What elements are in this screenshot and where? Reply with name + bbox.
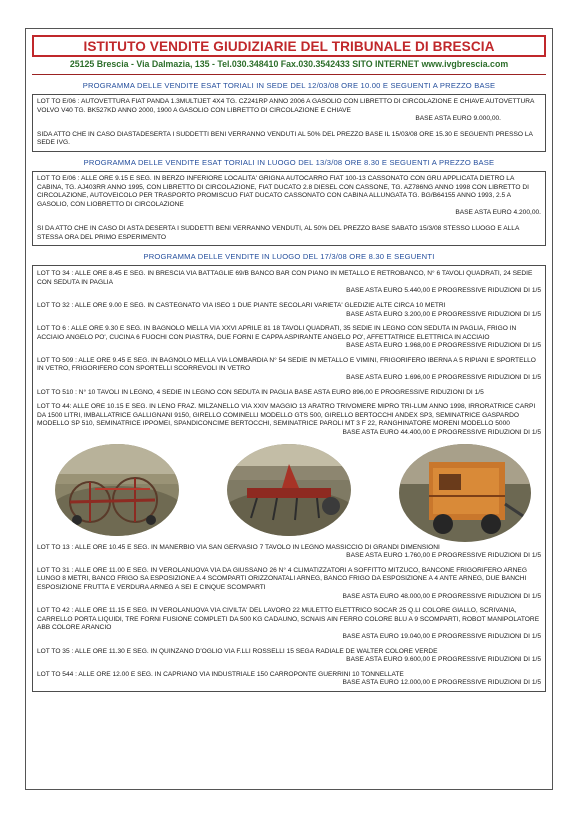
lot-description: LOT TO E/06 : ALLE ORE 9.15 E SEG. IN BERZO INFERIORE LOCALITA' GRIGNA AUTOCARRO FIAT 100-13 CASSONATO CON GRU APPLICATA DIETRO LA CABINA, TG. AJ403RR ANNO 1995, CON LIBRETTO DI CIRCOLAZIONE, FIAT DUCATO 2.8 DIESEL CON CASSONE, TG. AZ786NG ANNO 1998 CON LIBRETTO DI CIRCOLAZIONE, AUTOVEICOLO PER TRASPORTO PROMISCUO FIAT DUCATO CASSONATO CON CABINA ALLUNGATA TG. BG/B64155 ANNO 1993, 2.5 A GASOLIO, CON LIOBRETTO DI CIRCOLAZIONE xyxy=(37,174,529,208)
base-price: BASE ASTA EURO 5.440,00 E PROGRESSIVE RIDUZIONI DI 1/5 xyxy=(346,287,541,295)
page-title: ISTITUTO VENDITE GIUDIZIARIE DEL TRIBUNALE DI BRESCIA xyxy=(32,35,546,57)
rake-image xyxy=(55,444,179,536)
lot-box-1 xyxy=(32,94,546,152)
rake-photo xyxy=(55,444,179,536)
base-price: BASE ASTA EURO 44.400,00 E PROGRESSIVE RIDUZIONI DI 1/5 xyxy=(342,429,541,437)
lot-entry xyxy=(37,389,541,398)
lot-description: LOT TO 32 : ALLE ORE 9.00 E SEG. IN CASTEGNATO VIA ISEO 1 DUE PIANTE SECOLARI VARIETA' GLEDIZIE ALTE CIRCA 10 METRI xyxy=(37,301,446,309)
base-price: BASE ASTA EURO 9.000,00. xyxy=(415,115,501,123)
base-price: BASE ASTA EURO 9.600,00 E PROGRESSIVE RIDUZIONI DI 1/5 xyxy=(346,656,541,664)
lot-list-bottom xyxy=(37,544,541,688)
lot-entry xyxy=(37,270,541,296)
section-heading-3: PROGRAMMA DELLE VENDITE IN LUOGO DEL 17/3/08 ORE 8.30 E SEGUENTI xyxy=(143,252,435,262)
lot-description: LOT TO E/06 : AUTOVETTURA FIAT PANDA 1.3MULTIJET 4X4 TG. CZ241RP ANNO 2006 A GASOLIO CON LIBRETTO DI CIRCOLAZIONE E CHIAVE AUTOVETTURA VOLVO V40 TG. BK527KD ANNO 2000, 1900 A GASOLIO CON LIBRETTO DI CIRCOLAZIONE E CHIAVE xyxy=(37,98,534,114)
lot-description: LOT TO 44: ALLE ORE 10.15 E SEG. IN LENO FRAZ. MILZANELLO VIA XXIV MAGGIO 13 ARATRO TRIVOMERE MIPRO TRI-LUM ANNO 1998, IRRORATRICE CARPI DA 1500 LITRI, IMBALLATRICE GALLIGNANI 9150, GIRELLO COMINELLI MODELLO GTS 500, GIRELLO BERTOCCHI ANDEX SP3, SEMINATRICE GASPARDO MODELLO SP 510, SEMINATRICE IPPOMEI, SPANDICONCIME BERTOCCHI, SEMINATRICE PAROLI MT 3 F 22, RANGHINATORE MORENI MODELLO 5000 xyxy=(37,403,536,428)
plough-photo xyxy=(227,444,351,536)
lot-description: LOT TO 6 : ALLE ORE 9.30 E SEG. IN BAGNOLO MELLA VIA XXVI APRILE 81 18 TAVOLI QUADRATI, 35 SEDIE IN LEGNO CON SEDUTA IN PAGLIA, FRIGO IN ACCIAIO ANGELO PO', CUCINA 6 FUOCHI CON PIASTRA, DUE FORNI E CAPPA ASPIRANTE ANGELO PO', AFFETTATRICE ELETTRICA IN ACCIAIO xyxy=(37,325,517,341)
lot-entry xyxy=(37,567,541,601)
baler-image xyxy=(399,444,531,542)
lot-description: LOT TO 544 : ALLE ORE 12.00 E SEG. IN CAPRIANO VIA INDUSTRIALE 150 CARROPONTE GUERRINI 10 TONNELLATE xyxy=(37,670,404,678)
base-price: BASE ASTA EURO 1.760,00 E PROGRESSIVE RIDUZIONI DI 1/5 xyxy=(346,552,541,560)
lot-entry xyxy=(37,607,541,641)
lot-box-2 xyxy=(32,171,546,246)
lot-note: SI DA ATTO CHE IN CASO DI ASTA DESERTA I SUDDETTI BENI VERRANNO VENDUTI, AL 50% DEL PREZZO BASE SABATO 15/3/08 STESSO LUOGO E ALLA STESSA ORA DEL PRIMO ESPERIMENTO xyxy=(37,224,519,241)
section-heading-2: PROGRAMMA DELLE VENDITE ESAT TORIALI IN LUOGO DEL 13/3/08 ORE 8.30 E SEGUENTI A PREZZO BASE xyxy=(83,157,495,167)
lot-description: LOT TO 510 : N° 10 TAVOLI IN LEGNO, 4 SEDIE IN LEGNO CON SEDUTA IN PAGLIA BASE ASTA EURO 896,00 E PROGRESSIVE RIDUZIONI DI 1/5 xyxy=(37,388,484,396)
lot-list-top xyxy=(37,270,541,438)
lot-entry xyxy=(37,325,541,351)
lot-note: SIDA ATTO CHE IN CASO DIASTADESERTA I SUDDETTI BENI VERRANNO VENDUTI AL 50% DEL PREZZO BASE IL 15/03/08 ORE 15.30 E SEGUENTI PRESSO LA SEDE IVG. xyxy=(37,130,533,147)
base-price: BASE ASTA EURO 12.000,00 E PROGRESSIVE RIDUZIONI DI 1/5 xyxy=(342,679,541,687)
lot-entry xyxy=(37,302,541,319)
base-price: BASE ASTA EURO 1.696,00 E PROGRESSIVE RIDUZIONI DI 1/5 xyxy=(346,374,541,382)
lot-description: LOT TO 42 : ALLE ORE 11.15 E SEG. IN VEROLANUOVA VIA CIVILTA' DEL LAVORO 22 MULETTO ELETTRICO SOCAR 25 Q.LI COLORE GIALLO, SCRIVANIA, CARRELLO PORTA LIQUIDI, TRE FORNI FUSIONE COMPLETI DA 500 KG CADAUNO, SCNAIS AIN FERRO COLORE BLU A 9 SCOMPARTI, ROBOT MANIPOLATORE ABB COLORE ARANCIO xyxy=(37,607,540,632)
photo-row xyxy=(55,444,531,542)
lot-description: LOT TO 35 : ALLE ORE 11.30 E SEG. IN QUINZANO D'OGLIO VIA F.LLI ROSSELLI 15 SEGA RADIALE DE WALTER COLORE VERDE xyxy=(37,647,438,655)
baler-photo xyxy=(399,444,531,542)
contact-line: 25125 Brescia - Via Dalmazia, 135 - Tel.030.348410 Fax.030.3542433 SITO INTERNET www.ivgbrescia.com xyxy=(69,59,509,69)
base-price: BASE ASTA EURO 3.200,00 E PROGRESSIVE RIDUZIONI DI 1/5 xyxy=(346,310,541,318)
lot-entry xyxy=(37,648,541,665)
base-price: BASE ASTA EURO 4.200,00. xyxy=(455,209,541,217)
lot-entry xyxy=(37,403,541,437)
lot-description: LOT TO 31 : ALLE ORE 11.00 E SEG. IN VEROLANUOVA VIA DA GIUSSANO 26 N° 4 CLIMATIZZATORI A SOFFITTO MITZUCO, BANCONE FRIGORIFERO ARNEG LUNGO 8 METRI, BANCO FRIGO SA ESPOSIZIONE A 4 SCOMPARTI ORIZZONATALI ARNEG, BANCO FRIGO DA ESPOSIZIONE A 4 ANTE ARNEG, DUE BANCHI ESPOSIZIONE FRUTTA E VERDURA ARNEG A SEI E CINQUE SCOMPARTI xyxy=(37,566,527,591)
lot-entry xyxy=(37,671,541,688)
base-price: BASE ASTA EURO 1.968,00 E PROGRESSIVE RIDUZIONI DI 1/5 xyxy=(346,342,541,350)
lot-entry xyxy=(37,544,541,561)
notice-page xyxy=(25,28,553,790)
lot-entry xyxy=(37,357,541,383)
lot-description: LOT TO 34 : ALLE ORE 8.45 E SEG. IN BRESCIA VIA BATTAGLIE 69/B BANCO BAR CON PIANO IN METALLO E RETROBANCO, N° 6 TAVOLI QUADRATI, 24 SEDIE CON SEDUTA IN PAGLIA xyxy=(37,270,533,286)
lot-description: LOT TO 13 : ALLE ORE 10.45 E SEG. IN MANERBIO VIA SAN GERVASIO 7 TAVOLO IN LEGNO MASSICCIO DI GRANDI DIMENSIONI xyxy=(37,543,440,551)
lot-box-3 xyxy=(32,265,546,692)
base-price: BASE ASTA EURO 48.000,00 E PROGRESSIVE RIDUZIONI DI 1/5 xyxy=(342,592,541,600)
section-heading-1: PROGRAMMA DELLE VENDITE ESAT TORIALI IN SEDE DEL 12/03/08 ORE 10.00 E SEGUENTI A PREZZO BASE xyxy=(82,81,496,90)
divider xyxy=(32,74,546,75)
base-price: BASE ASTA EURO 19.040,00 E PROGRESSIVE RIDUZIONI DI 1/5 xyxy=(342,632,541,640)
plough-image xyxy=(227,444,351,536)
lot-description: LOT TO 509 : ALLE ORE 9.45 E SEG. IN BAGNOLO MELLA VIA LOMBARDIA N° 54 SEDIE IN METALLO E VIMINI, FRIGORIFERO IBERNA A 5 RIPIANI E SPORTELLO IN VETRO, FRIGORIFERO CON SPORTELLI SCORREVOLI IN VETRO xyxy=(37,356,536,373)
